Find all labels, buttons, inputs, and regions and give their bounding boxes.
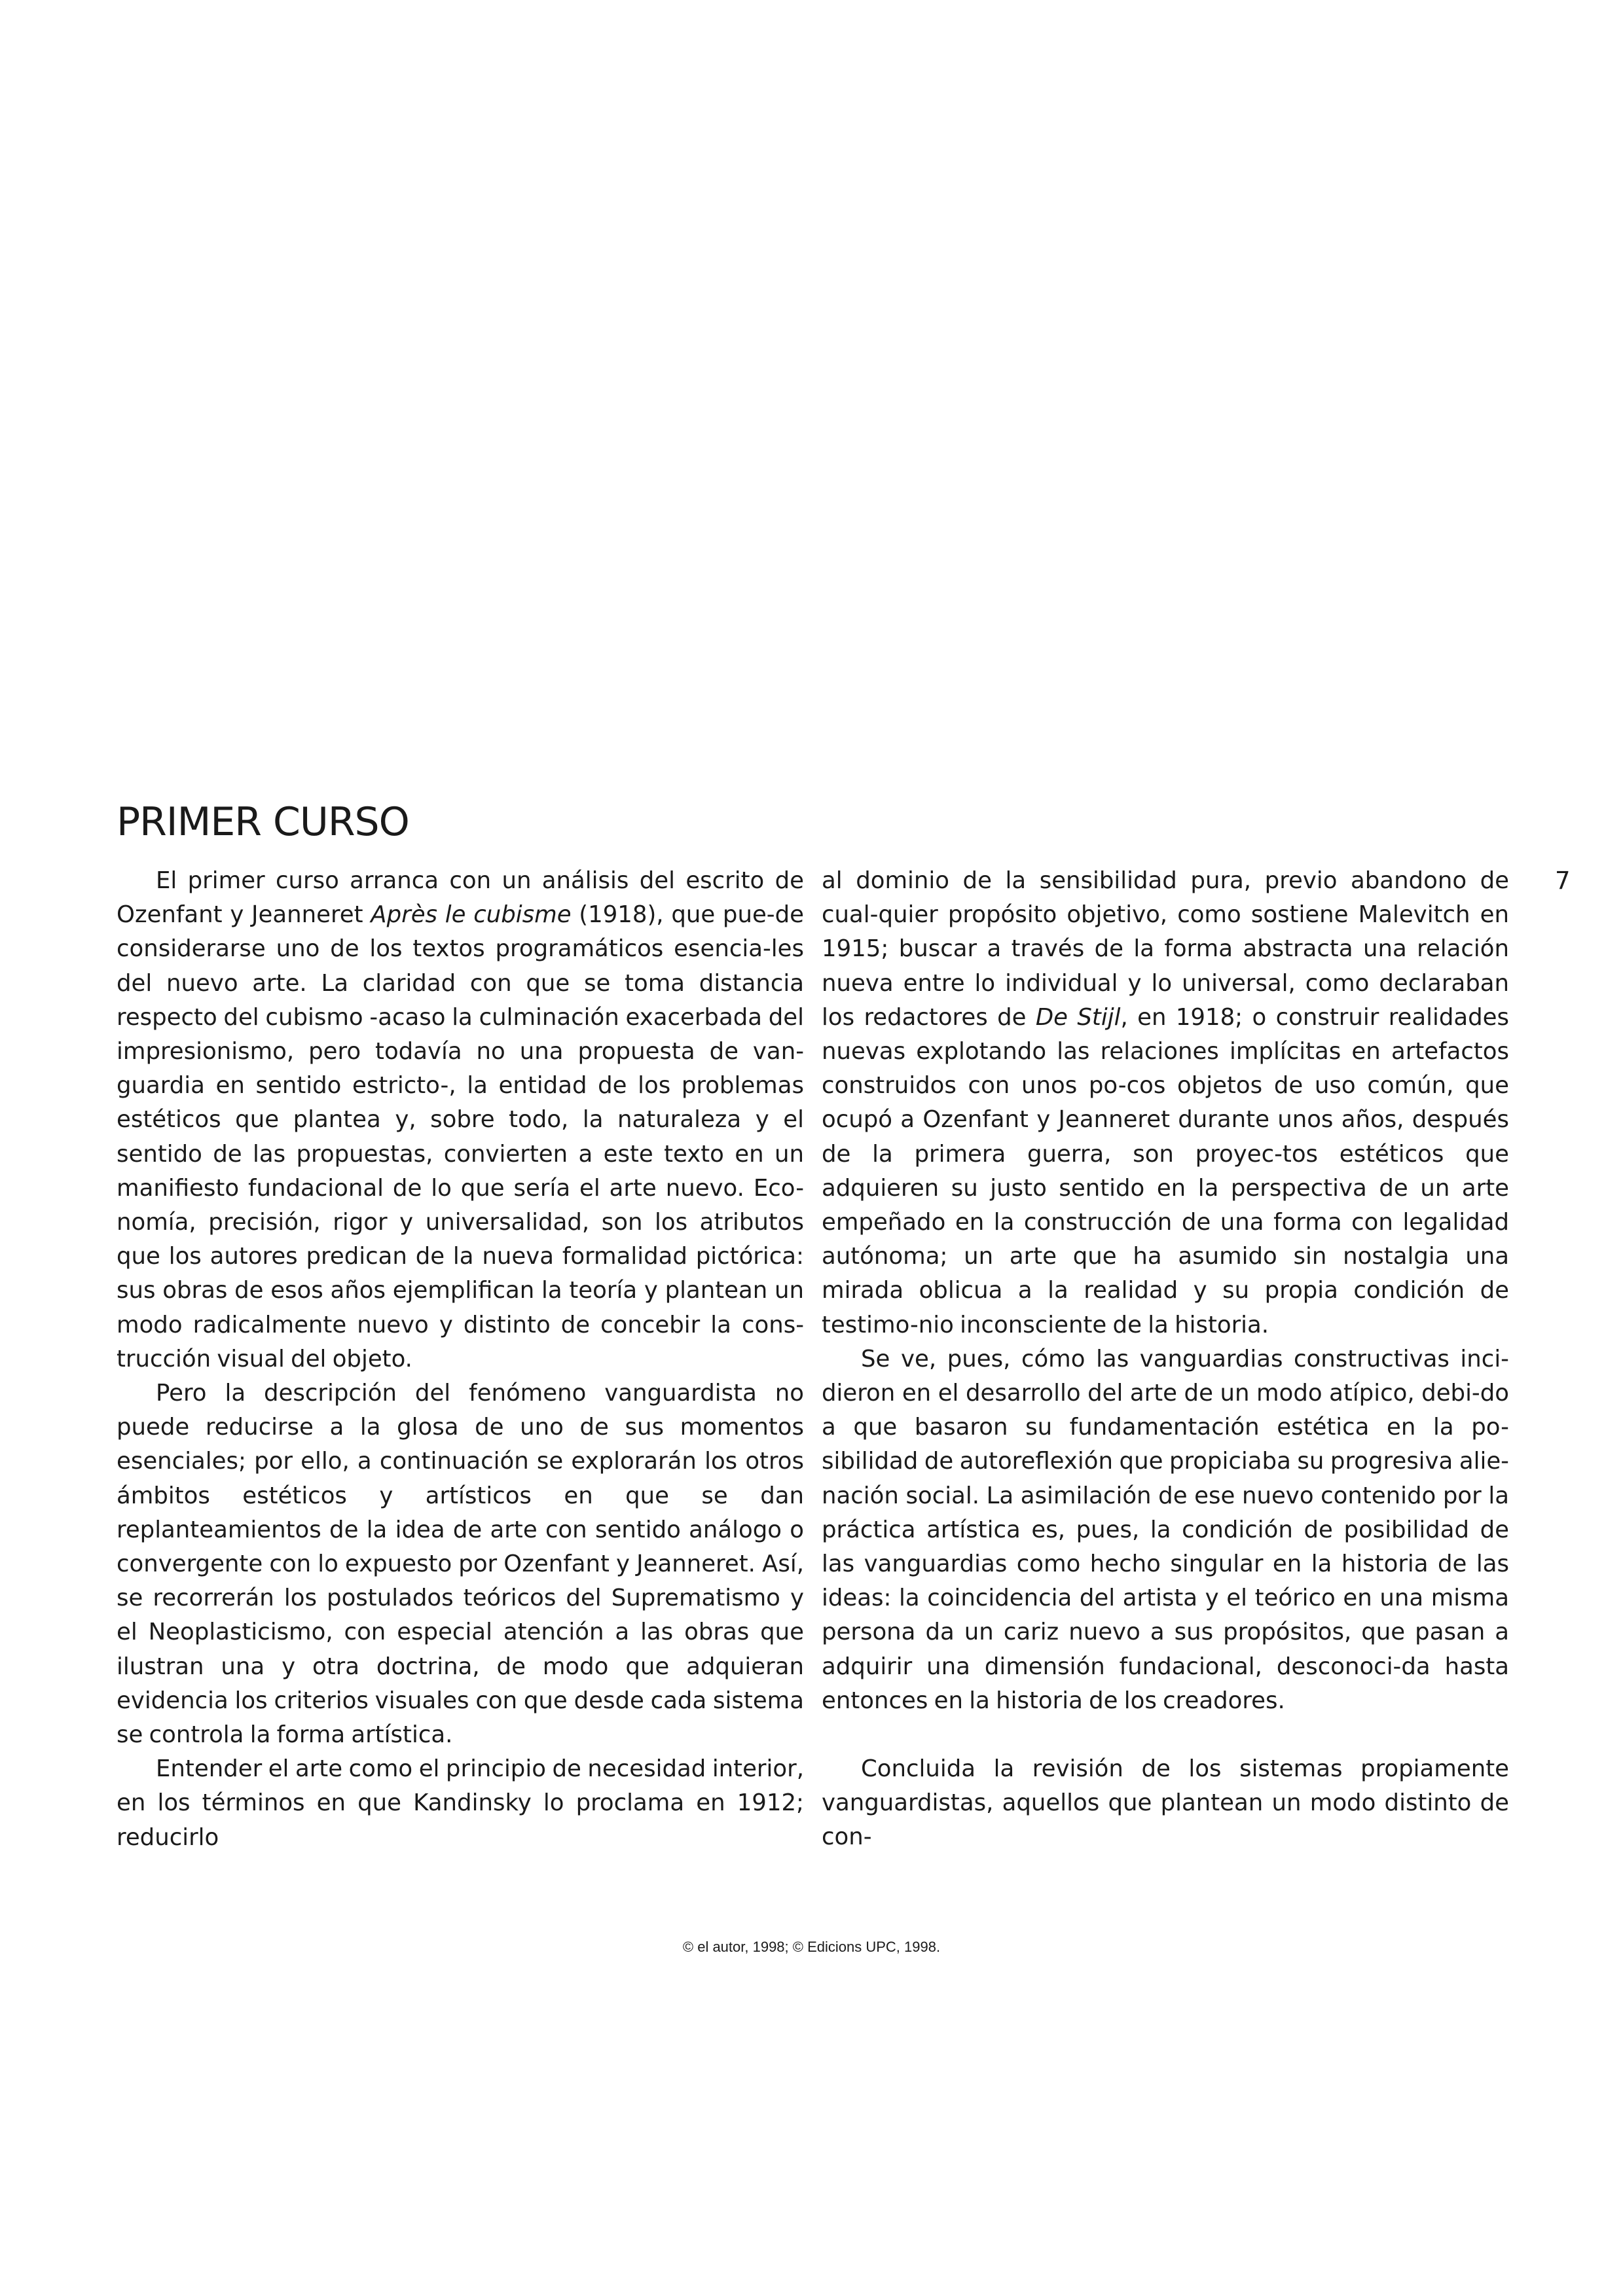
left-paragraph-3: Entender el arte como el principio de necesidad interior, en los términos en que Kandinsky lo proclama en 1912; reducirlo	[117, 1755, 804, 1851]
left-column	[117, 864, 804, 1889]
copyright-notice: © el autor, 1998; © Edicions UPC, 1998.	[682, 1939, 941, 1955]
left-paragraph-1	[117, 864, 804, 1376]
page-title: PRIMER CURSO	[117, 799, 409, 845]
right-paragraph-1-text-b: , en 1918; o construir realidades nuevas explotando las relaciones implícitas en artefactos construidos con unos po-cos objetos de uso común, que ocupó a Ozenfant y Jeanneret durante unos años, después de la primera guerra, son proyec-tos estéticos que adquieren su justo sentido en la perspectiva de un arte empeñado en la construcción de una forma con legalidad autónoma; un arte que ha asumido sin nostalgia una mirada oblicua a la realidad y su propia condición de testimo-nio inconsciente de la historia.	[822, 1003, 1509, 1338]
page-number: 7	[1555, 867, 1571, 895]
right-paragraph-1-italic-title: De Stijl	[1035, 1003, 1121, 1031]
left-paragraph-1-italic-title: Après le cubisme	[371, 901, 572, 929]
left-paragraph-2: Pero la descripción del fenómeno vanguardista no puede reducirse a la glosa de uno de sus momentos esenciales; por ello, a continuación se explorarán los otros ámbitos estéticos y artísticos en que se dan replanteamientos de la idea de arte con sentido análogo o convergente con lo expuesto por Ozenfant y Jeanneret. Así, se recorrerán los postulados teóricos del Suprematismo y el Neoplasticismo, con especial atención a las obras que ilustran una y otra doctrina, de modo que adquieran evidencia los criterios visuales con que desde cada sistema se controla la forma artística.	[117, 1380, 804, 1749]
right-paragraph-1	[822, 864, 1509, 1342]
right-paragraph-2: Se ve, pues, cómo las vanguardias constructivas inci-dieron en el desarrollo del arte de un modo atípico, debi-do a que basaron su fundamentación estética en la po-sibilidad de autoreflexión que propiciaba su progresiva alie-nación social. La asimilación de ese nuevo contenido por la práctica artística es, pues, la condición de posibilidad de las vanguardias como hecho singular en la historia de las ideas: la coincidencia del artista y el teórico en una misma persona da un cariz nuevo a sus propósitos, que pasan a adquirir una dimensión fundacional, desconoci-da hasta entonces en la historia de los creadores.	[822, 1345, 1509, 1714]
right-paragraph-1-text-a: al dominio de la sensibilidad pura, previo abandono de cual-quier propósito objetivo, como sostiene Malevitch en 1915; buscar a través de la forma abstracta una relación nueva entre lo individual y lo universal, como declaraban los redactores de	[822, 867, 1509, 1031]
left-paragraph-1-text-a: El primer curso arranca con un análisis del escrito de Ozenfant y Jeanneret	[117, 867, 804, 929]
right-column	[822, 864, 1509, 1889]
left-paragraph-1-text-b: (1918), que pue-de considerarse uno de los textos programáticos esencia-les del nuevo arte. La claridad con que se toma distancia respecto del cubismo -acaso la culminación exacerbada del impresionismo, pero todavía no una propuesta de van-guardia en sentido estricto-, la entidad de los problemas estéticos que plantea y, sobre todo, la naturaleza y el sentido de las propuestas, convierten a este texto en un manifiesto fundacional de lo que sería el arte nuevo. Eco-nomía, precisión, rigor y universalidad, son los atributos que los autores predican de la nueva formalidad pictórica: sus obras de esos años ejemplifican la teoría y plantean un modo radicalmente nuevo y distinto de concebir la cons-trucción visual del objeto.	[117, 901, 804, 1372]
right-paragraph-3: Concluida la revisión de los sistemas propiamente vanguardistas, aquellos que plantean un modo distinto de con-	[822, 1755, 1509, 1851]
